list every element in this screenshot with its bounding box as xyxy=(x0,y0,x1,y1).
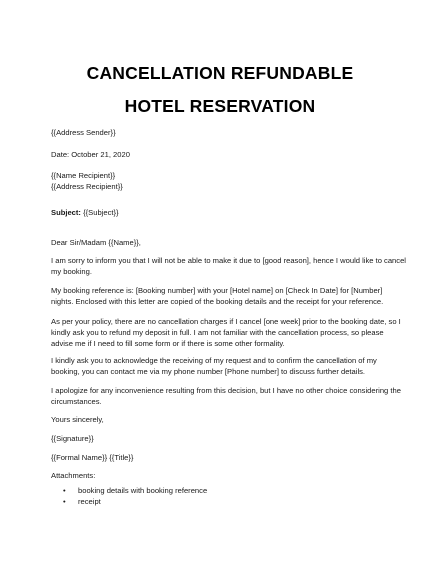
salutation: Dear Sir/Madam {{Name}}, xyxy=(51,238,141,247)
paragraph-booking-reference: My booking reference is: [Booking number] with your [Hotel name] on [Check In Date] for [Number] nights. Enclosed with this letter are copied of the booking details and the receipt for your reference. xyxy=(51,286,384,306)
bullet-icon: • xyxy=(63,486,66,495)
attachments-label: Attachments: xyxy=(51,471,96,480)
paragraph-reason: I am sorry to inform you that I will not be able to make it due to [good reason], hence I would like to cancel my booking. xyxy=(51,256,406,276)
paragraph-acknowledge: I kindly ask you to acknowledge the receiving of my request and to confirm the cancellation of my booking, you can contact me via my phone number [Phone number] to discuss further details. xyxy=(51,356,377,376)
recipient-block xyxy=(51,171,406,193)
document-title-line-2: HOTEL RESERVATION xyxy=(124,96,316,116)
paragraph-policy: As per your policy, there are no cancellation charges if I cancel [one week] prior to the booking date, so I kindly ask you to refund my deposit in full. I am not familiar with the cancellation process, so please advise me if I need to fill some form or if there is some other formality. xyxy=(51,317,401,348)
letter-date: Date: October 21, 2020 xyxy=(51,150,130,159)
subject-label: Subject: xyxy=(51,208,81,217)
list-item xyxy=(61,486,207,497)
attachment-text: booking details with booking reference xyxy=(78,486,208,495)
bullet-icon: • xyxy=(63,497,66,507)
list-item xyxy=(61,497,207,508)
name-recipient: {{Name Recipient}} xyxy=(51,171,116,180)
address-sender: {{Address Sender}} xyxy=(51,128,116,137)
document-title-line-1: CANCELLATION REFUNDABLE xyxy=(86,63,354,83)
attachment-text: receipt xyxy=(78,497,101,507)
closing: Yours sincerely, xyxy=(51,415,104,424)
address-recipient: {{Address Recipient}} xyxy=(51,181,123,191)
subject-line xyxy=(51,208,406,219)
paragraph-apology: I apologize for any inconvenience resulting from this decision, but I have no other choice considering the circumstances. xyxy=(51,386,401,406)
subject-value: {{Subject}} xyxy=(80,208,119,217)
formal-name-title: {{Formal Name}} {{Title}} xyxy=(51,453,134,462)
signature: {{Signature}} xyxy=(51,434,94,443)
attachments-list xyxy=(61,486,207,509)
